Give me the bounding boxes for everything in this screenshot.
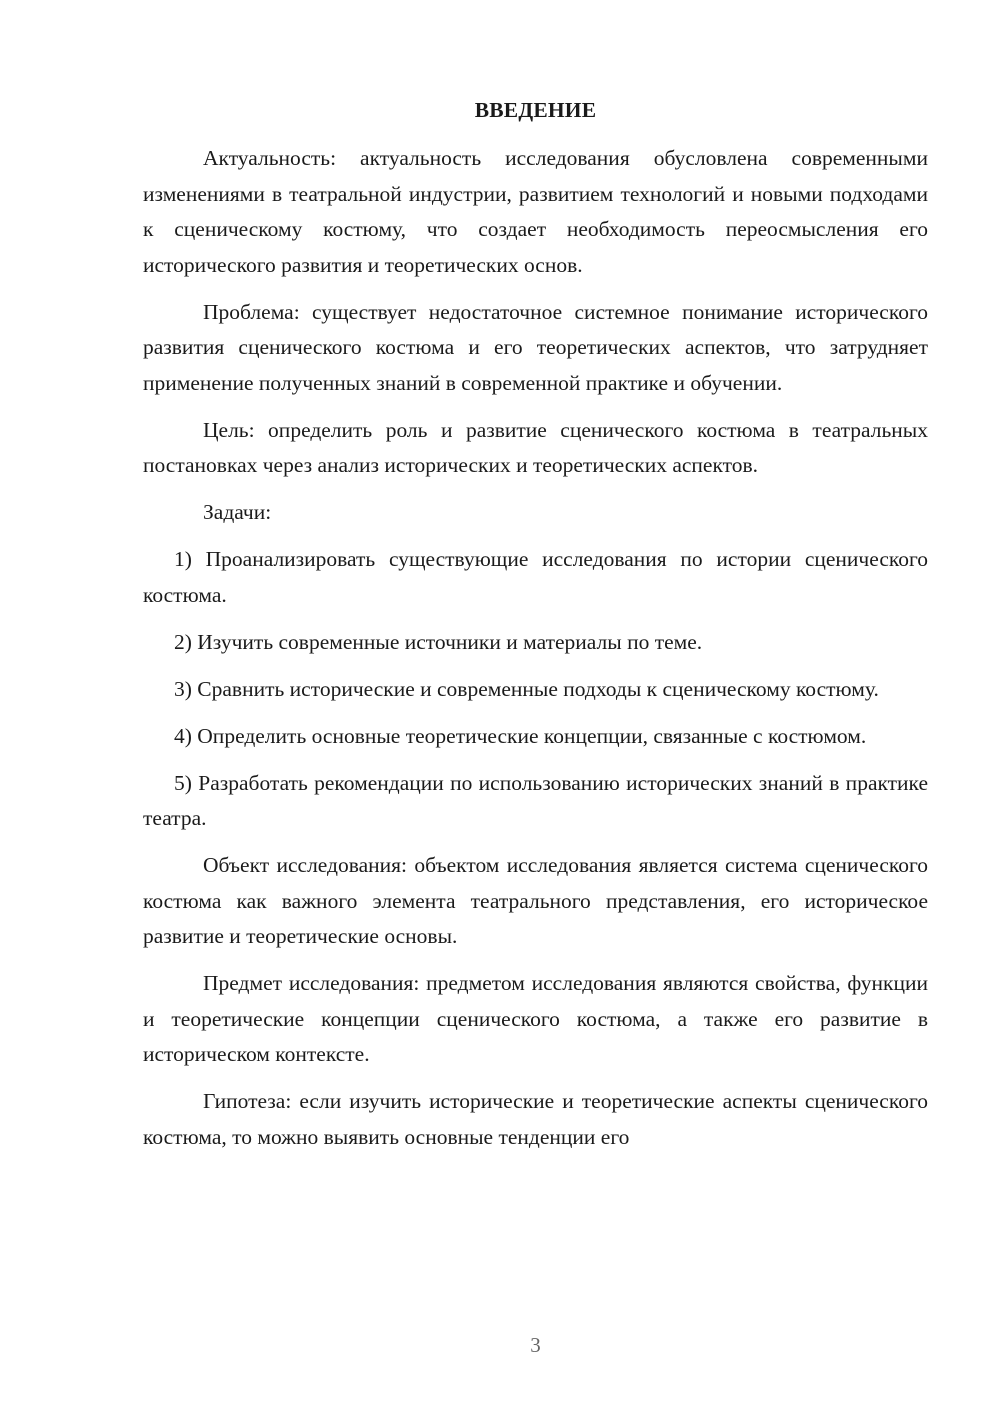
subject-paragraph: Предмет исследования: предметом исследования являются свойства, функции и теоретические концепции сценического костюма, а также его развитие в историческом контексте.	[143, 971, 928, 1066]
document-body	[143, 141, 928, 1155]
object-paragraph: Объект исследования: объектом исследования является система сценического костюма как важного элемента театрального представления, его историческое развитие и теоретические основы.	[143, 853, 928, 948]
problem-paragraph: Проблема: существует недостаточное системное понимание исторического развития сценического костюма и его теоретических аспектов, что затрудняет применение полученных знаний в современной практике и обучении.	[143, 299, 928, 395]
page-number: 3	[530, 1333, 541, 1357]
tasks-label: Задачи:	[203, 500, 272, 524]
task-item-3: 3) Сравнить исторические и современные подходы к сценическому костюму.	[174, 676, 879, 701]
task-item-2: 2) Изучить современные источники и материалы по теме.	[174, 629, 703, 654]
document-page	[143, 0, 928, 1414]
task-item-1: 1) Проанализировать существующие исследования по истории сценического костюма.	[143, 547, 928, 607]
relevance-paragraph: Актуальность: актуальность исследования обусловлена современными изменениями в театральной индустрии, развитием технологий и новыми подходами к сценическому костюму, что создает необходимость переосмысления его исторического развития и теоретических основ.	[143, 146, 928, 277]
hypothesis-paragraph: Гипотеза: если изучить исторические и теоретические аспекты сценического костюма, то можно выявить основные тенденции его	[143, 1089, 928, 1149]
goal-paragraph: Цель: определить роль и развитие сценического костюма в театральных постановках через анализ исторических и теоретических аспектов.	[143, 417, 928, 477]
task-item-4: 4) Определить основные теоретические концепции, связанные с костюмом.	[174, 723, 867, 748]
section-heading: ВВЕДЕНИЕ	[474, 98, 597, 122]
task-item-5: 5) Разработать рекомендации по использованию исторических знаний в практике театра.	[143, 770, 928, 830]
